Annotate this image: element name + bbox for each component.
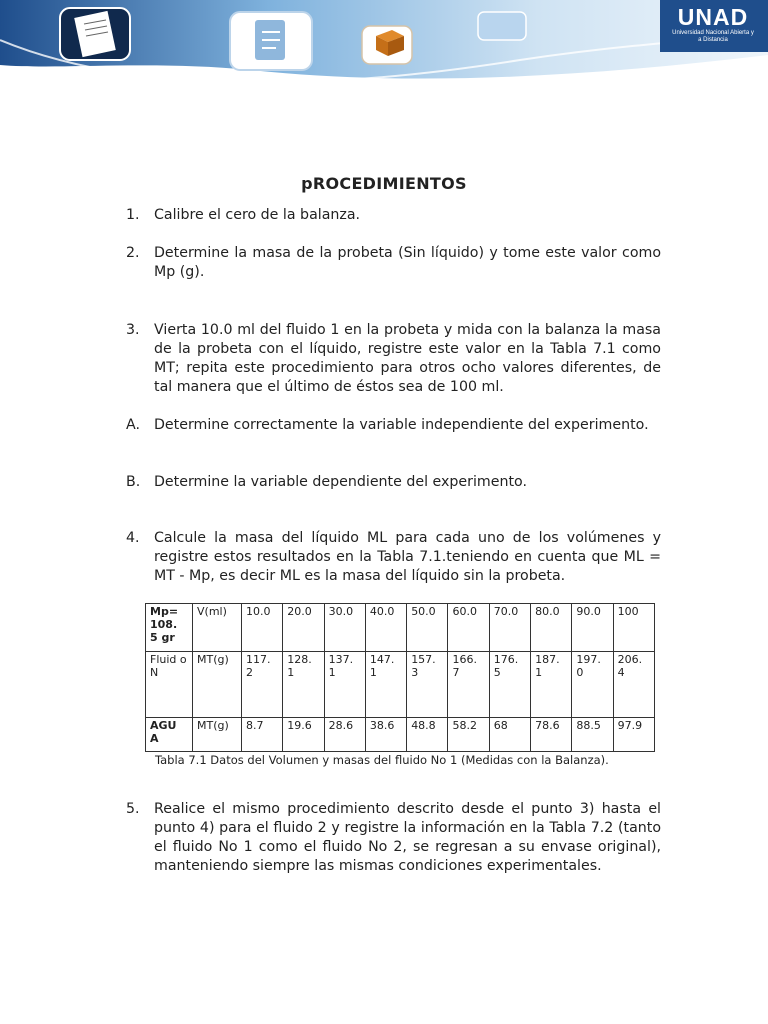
volume-cell: 50.0 (407, 604, 448, 652)
water-mass-cell: 58.2 (448, 718, 489, 752)
volume-cell: 80.0 (531, 604, 572, 652)
step-text: Determine la masa de la probeta (Sin líquido) y tome este valor como Mp (g). (154, 245, 661, 280)
step-number: A. (126, 417, 140, 433)
table-caption: Tabla 7.1 Datos del Volumen y masas del fluido No 1 (Medidas con la Balanza). (155, 753, 609, 767)
step-text: Determine correctamente la variable independiente del experimento. (154, 417, 649, 433)
step-1 (126, 206, 661, 225)
mp-label: Mp= (150, 605, 179, 618)
fluid-mass-cell: 187. 1 (531, 652, 572, 718)
fluid-mass-cell: 137. 1 (324, 652, 365, 718)
table-row (146, 718, 655, 752)
step-2 (126, 244, 661, 282)
volume-cell: 40.0 (365, 604, 406, 652)
step-3 (126, 321, 661, 397)
fluid-mass-cell: 176. 5 (489, 652, 530, 718)
water-mass-cell: 97.9 (613, 718, 654, 752)
water-mass-cell: 48.8 (407, 718, 448, 752)
unad-logo (670, 4, 756, 44)
step-text: Calibre el cero de la balanza. (154, 207, 361, 223)
page-title: pROCEDIMIENTOS (301, 174, 467, 193)
fluid-mass-cell: 128. 1 (283, 652, 324, 718)
logo-text: UNAD (677, 4, 749, 30)
water-mass-cell: 88.5 (572, 718, 613, 752)
fluid-mass-cell: 206. 4 (613, 652, 654, 718)
step-number: 4. (126, 530, 140, 546)
logo-subtitle: Universidad Nacional Abierta y a Distancia (672, 30, 754, 43)
water-mass-cell: 8.7 (242, 718, 283, 752)
volume-cell: 90.0 (572, 604, 613, 652)
mt-label-cell: MT(g) (193, 652, 242, 718)
step-number: 1. (126, 207, 140, 223)
banner-graphic (0, 0, 768, 92)
step-number: 5. (126, 801, 140, 817)
step-number: 2. (126, 245, 140, 261)
fluid-mass-cell: 157. 3 (407, 652, 448, 718)
step-text: Realice el mismo procedimiento descrito desde el punto 3) hasta el punto 4) para el fluido 2 y registre la información en la Tabla 7.2 (tanto el fluido No 1 como el fluido No 2, se regresan a su envase original), manteniendo siempre las mismas condiciones experimentales. (154, 801, 661, 874)
water-mass-cell: 28.6 (324, 718, 365, 752)
data-table (145, 603, 655, 752)
water-label-cell: AGU A (146, 718, 193, 752)
step-text: Vierta 10.0 ml del fluido 1 en la probeta y mida con la balanza la masa de la probeta con el líquido, registre este valor en la Tabla 7.1 como MT; repita este procedimiento para otros ocho valores diferentes, de tal manera que el último de éstos sea de 100 ml. (154, 322, 661, 395)
step-text: Determine la variable dependiente del experimento. (154, 474, 527, 490)
v-label-cell: V(ml) (193, 604, 242, 652)
fluid-mass-cell: 197. 0 (572, 652, 613, 718)
fluid-mass-cell: 166. 7 (448, 652, 489, 718)
fluid-mass-cell: 147. 1 (365, 652, 406, 718)
table-row (146, 604, 655, 652)
notepad-icon (60, 8, 130, 60)
water-mass-cell: 38.6 (365, 718, 406, 752)
box-icon (362, 26, 412, 64)
step-a (126, 416, 661, 435)
step-text: Calcule la masa del líquido ML para cada uno de los volúmenes y registre estos resultados en la Tabla 7.1.teniendo en cuenta que ML = MT - Mp, es decir ML es la masa del líquido sin la probeta. (154, 530, 661, 584)
water-mass-cell: 19.6 (283, 718, 324, 752)
volume-cell: 10.0 (242, 604, 283, 652)
water-mass-cell: 68 (489, 718, 530, 752)
water-mass-cell: 78.6 (531, 718, 572, 752)
step-5 (126, 800, 661, 876)
mp-value: 108. 5 gr (150, 618, 178, 644)
mp-cell (146, 604, 193, 652)
volume-cell: 30.0 (324, 604, 365, 652)
step-b (126, 473, 661, 492)
clipboard-icon (230, 12, 312, 70)
volume-cell: 60.0 (448, 604, 489, 652)
fluid-mass-cell: 117. 2 (242, 652, 283, 718)
volume-cell: 100 (613, 604, 654, 652)
mt-label-cell: MT(g) (193, 718, 242, 752)
step-4 (126, 529, 661, 586)
panel-icon (478, 12, 526, 40)
volume-cell: 20.0 (283, 604, 324, 652)
step-number: 3. (126, 322, 140, 338)
fluid-label-cell: Fluid o N (146, 652, 193, 718)
step-number: B. (126, 474, 141, 490)
volume-cell: 70.0 (489, 604, 530, 652)
table-row (146, 652, 655, 718)
header-banner (0, 0, 768, 92)
